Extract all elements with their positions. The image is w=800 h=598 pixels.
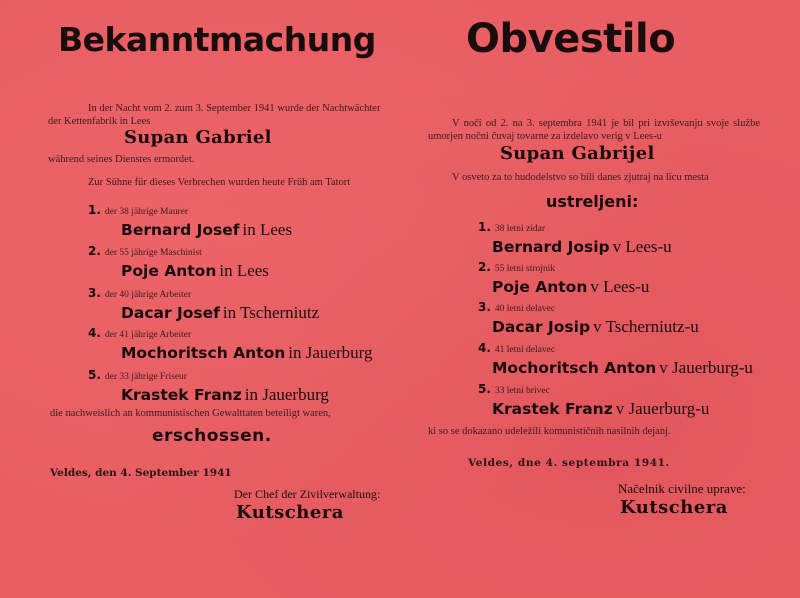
- person-name: Poje Anton: [121, 262, 217, 280]
- person-description: 55 letni strojnik: [494, 264, 556, 274]
- german-place-date: Veldes, den 4. September 1941: [50, 467, 232, 479]
- german-intro: In der Nacht vom 2. zum 3. September 1941 wurde der Nachtwächter der Kettenfabrik in Lees: [48, 103, 381, 127]
- person-place: in Tscherniutz: [222, 303, 320, 322]
- german-signer-name: Kutschera: [236, 502, 344, 523]
- person-name: Krastek Franz: [121, 386, 242, 404]
- person-description: 33 letni brivec: [494, 386, 550, 396]
- person-number: 1.: [88, 203, 101, 217]
- person-description: der 38 jährige Maurer: [104, 207, 189, 217]
- person-number: 5.: [478, 382, 491, 396]
- person-name: Bernard Josef: [121, 221, 240, 239]
- person-number: 2.: [88, 244, 101, 258]
- person-number: 4.: [478, 341, 491, 355]
- slovene-person-1: [478, 218, 672, 257]
- person-place: v Jauerburg-u: [615, 399, 710, 418]
- slovene-atonement-text: V osveto za to hudodelstvo so bili danes zjutraj na licu mesta: [452, 172, 709, 183]
- german-person-2: [88, 242, 269, 281]
- person-place: in Jauerburg: [244, 385, 329, 404]
- person-place: v Lees-u: [590, 277, 650, 296]
- person-name: Mochoritsch Anton: [492, 359, 657, 377]
- person-place: v Tscherniutz-u: [593, 317, 699, 336]
- person-number: 1.: [478, 220, 491, 234]
- person-place: in Lees: [219, 261, 269, 280]
- german-person-4: [88, 324, 372, 363]
- german-verdict: erschossen.: [152, 426, 272, 446]
- german-signer-role: Der Chef der Zivilverwaltung:: [234, 487, 381, 501]
- german-person-1: [88, 201, 292, 240]
- slovene-place-date: Veldes, dne 4. septembra 1941.: [468, 457, 670, 469]
- german-victim-name: Supan Gabriel: [124, 127, 272, 148]
- german-title: Bekanntmachung: [58, 20, 376, 59]
- person-number: 5.: [88, 368, 101, 382]
- person-description: der 41 jährige Arbeiter: [104, 330, 192, 340]
- person-number: 4.: [88, 326, 101, 340]
- person-description: der 55 jährige Maschinist: [104, 248, 202, 258]
- person-number: 3.: [88, 286, 101, 300]
- slovene-person-2: [478, 258, 649, 297]
- person-description: der 40 jährige Arbeiter: [104, 290, 192, 300]
- person-name: Dacar Josip: [492, 318, 591, 336]
- person-description: der 33 jährige Friseur: [104, 372, 187, 382]
- person-name: Bernard Josip: [492, 238, 610, 256]
- slovene-person-5: [478, 380, 709, 419]
- person-number: 3.: [478, 300, 491, 314]
- german-killed-text: während seines Dienstes ermordet.: [48, 154, 195, 165]
- german-person-3: [88, 284, 319, 323]
- slovene-signer-name: Kutschera: [620, 497, 728, 518]
- slovene-person-3: [478, 298, 699, 337]
- person-description: 38 letni zidar: [494, 224, 546, 234]
- german-involvement-text: die nachweislich an kommunistischen Gewalttaten beteiligt waren,: [50, 408, 331, 419]
- slovene-signer-role: Načelnik civilne uprave:: [618, 481, 746, 496]
- german-atonement-text: Zur Sühne für dieses Verbrechen wurden heute Früh am Tatort: [88, 177, 351, 188]
- slovene-involvement-text: ki so se dokazano udeležili komunističnih nasilnih dejanj.: [428, 426, 671, 437]
- slovene-verdict: ustreljeni:: [546, 192, 639, 211]
- person-number: 2.: [478, 260, 491, 274]
- person-place: v Lees-u: [612, 237, 672, 256]
- person-name: Krastek Franz: [492, 400, 613, 418]
- person-description: 41 letni delavec: [494, 345, 556, 355]
- person-name: Mochoritsch Anton: [121, 344, 286, 362]
- slovene-title: Obvestilo: [466, 16, 676, 62]
- person-place: in Lees: [242, 220, 293, 239]
- person-name: Poje Anton: [492, 278, 588, 296]
- person-place: v Jauerburg-u: [659, 358, 753, 377]
- person-place: in Jauerburg: [288, 343, 373, 362]
- person-name: Dacar Josef: [121, 304, 220, 322]
- slovene-victim-name: Supan Gabrijel: [500, 143, 655, 164]
- slovene-intro: V noči od 2. na 3. septembra 1941 je bil pri izvrševanju svoje službe umorjen nočni čuvaj tovarne za izdelavo verig v Lees-u: [428, 118, 760, 142]
- slovene-person-4: [478, 339, 753, 378]
- person-description: 40 letni delavec: [494, 304, 556, 314]
- german-person-5: [88, 366, 329, 405]
